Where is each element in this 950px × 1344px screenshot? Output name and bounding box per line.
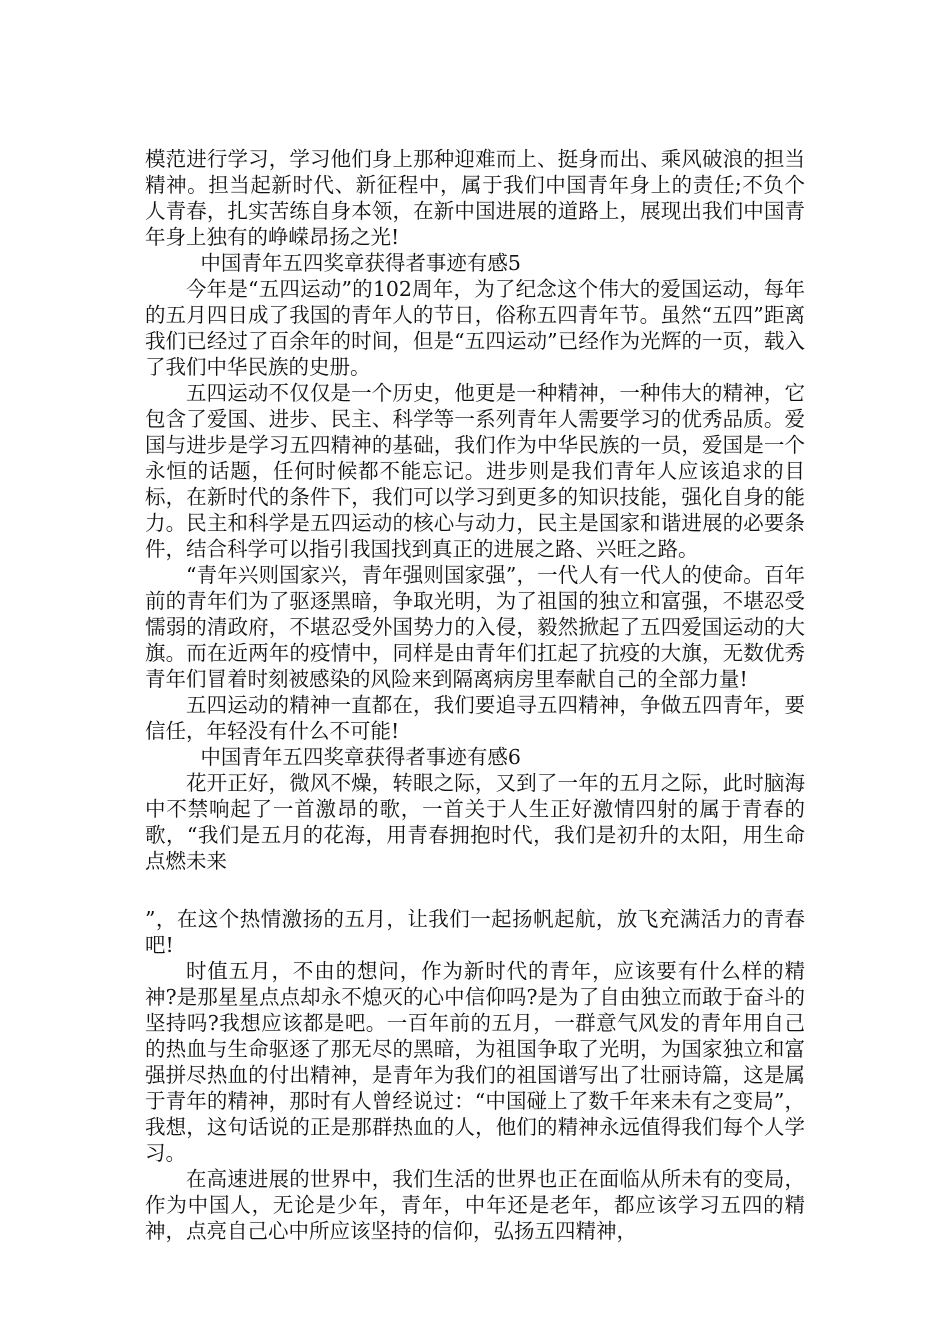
paragraph-text: “青年兴则国家兴，青年强则国家强”，一代人有一代人的使命。百年前的青年们为了驱逐黑暗，争取光明，为了祖国的独立和富强，不堪忍受懦弱的清政府，不堪忍受外国势力的入侵，毅然掀起了五四爱国运动的大旗。而在近两年的疫情中，同样是由青年们扛起了抗疫的大旗，无数优秀青年们冒着时刻被感染的风险来到隔离病房里奉献自己的全部力量! (145, 563, 805, 691)
section-heading: 中国青年五四奖章获得者事迹有感5 (200, 251, 521, 275)
paragraph-text: 五四运动的精神一直都在，我们要追寻五四精神，争做五四青年，要信任，年轻没有什么不可能! (145, 693, 805, 743)
paragraph-text: 今年是“五四运动”的102周年，为了纪念这个伟大的爱国运动，每年的五月四日成了我国的青年人的节日，俗称五四青年节。虽然“五四”距离我们已经过了百余年的时间，但是“五四运动”已经作为光辉的一页，载入了我们中华民族的史册。 (145, 277, 805, 379)
paragraph-text: 时值五月，不由的想问，作为新时代的青年，应该要有什么样的精神?是那星星点点却永不熄灭的心中信仰吗?是为了自由独立而敢于奋斗的坚持吗?我想应该都是吧。一百年前的五月，一群意气风发的青年用自己的热血与生命驱逐了那无尽的黑暗，为祖国争取了光明，为国家独立和富强拼尽热血的付出精神，是青年为我们的祖国谱写出了壮丽诗篇，这是属于青年的精神，那时有人曾经说过：“中国碰上了数千年来未有之变局”，我想，这句话说的正是那群热血的人，他们的精神永远值得我们每个人学习。 (145, 959, 805, 1165)
document-page (145, 146, 805, 1244)
section-heading: 中国青年五四奖章获得者事迹有感6 (200, 745, 521, 769)
paragraph-text: 在高速进展的世界中，我们生活的世界也正在面临从所未有的变局，作为中国人，无论是少年，青年，中年还是老年，都应该学习五四的精神，点亮自己心中所应该坚持的信仰，弘扬五四精神， (145, 1167, 805, 1243)
paragraph-text: 花开正好，微风不燥，转眼之际，又到了一年的五月之际，此时脑海中不禁响起了一首激昂的歌，一首关于人生正好激情四射的属于青春的歌，“我们是五月的花海，用青春拥抱时代，我们是初升的太阳，用生命点燃未来 (145, 771, 805, 873)
paragraph-text: 模范进行学习，学习他们身上那种迎难而上、挺身而出、乘风破浪的担当精神。担当起新时代、新征程中，属于我们中国青年身上的责任;不负个人青春，扎实苦练自身本领，在新中国进展的道路上，展现出我们中国青年身上独有的峥嵘昂扬之光! (145, 147, 805, 249)
page-gap (145, 874, 805, 906)
paragraph-text: 五四运动不仅仅是一个历史，他更是一种精神，一种伟大的精神，它包含了爱国、进步、民主、科学等一系列青年人需要学习的优秀品质。爱国与进步是学习五四精神的基础，我们作为中华民族的一员，爱国是一个永恒的话题，任何时候都不能忘记。进步则是我们青年人应该追求的目标，在新时代的条件下，我们可以学习到更多的知识技能，强化自身的能力。民主和科学是五四运动的核心与动力，民主是国家和谐进展的必要条件，结合科学可以指引我国找到真正的进展之路、兴旺之路。 (145, 381, 805, 561)
paragraph-text: ”，在这个热情激扬的五月，让我们一起扬帆起航，放飞充满活力的青春吧! (145, 907, 805, 957)
